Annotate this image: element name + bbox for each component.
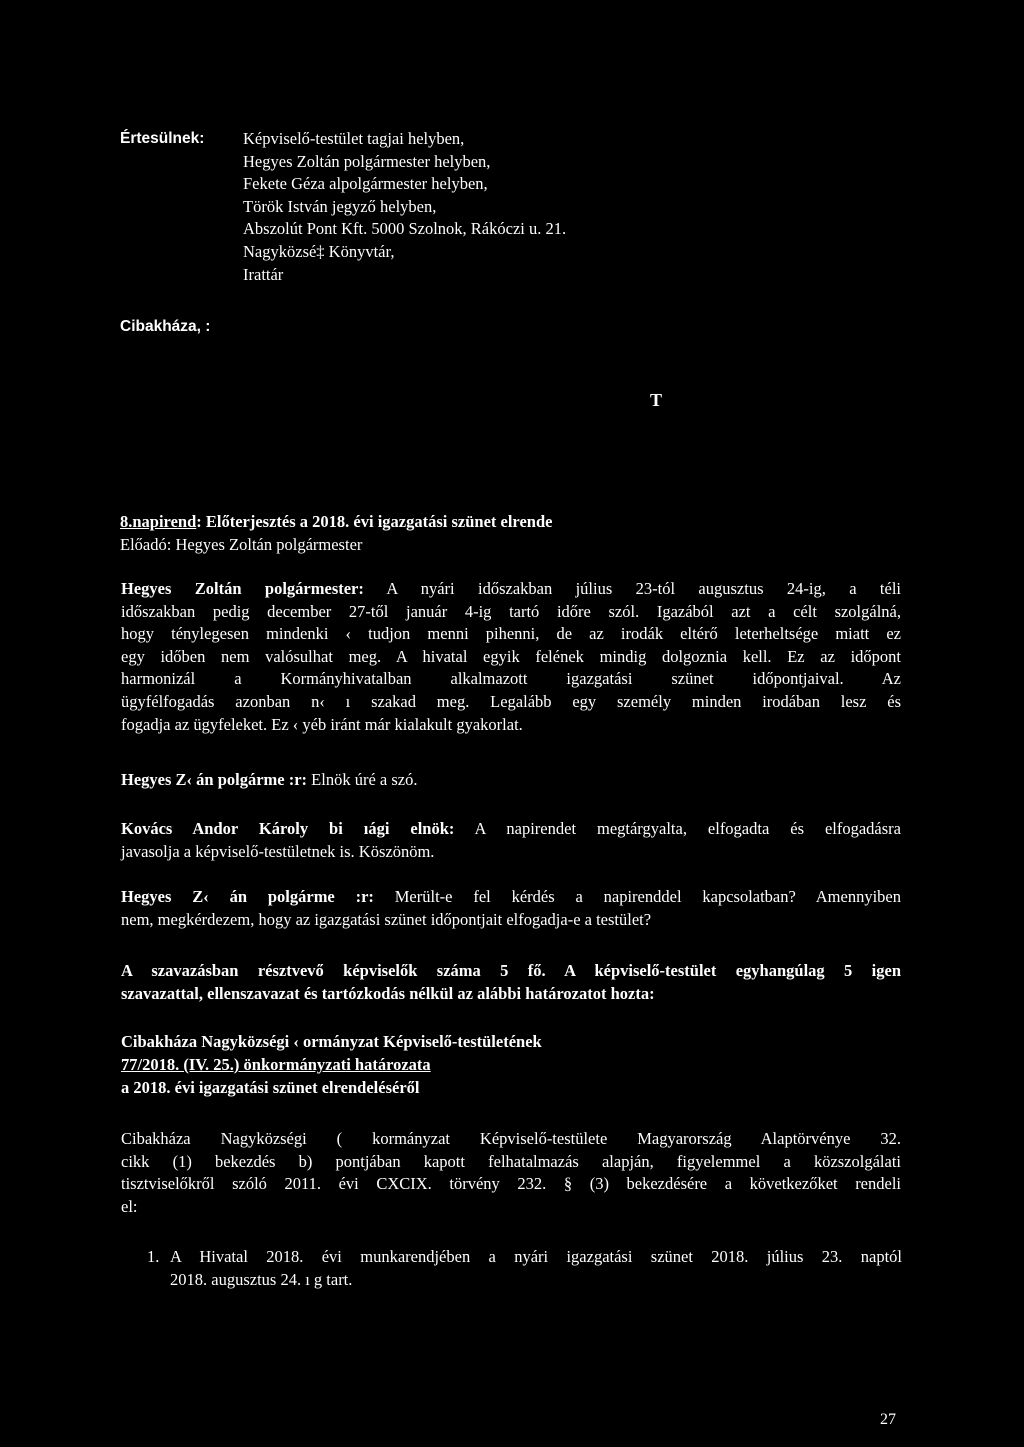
- recipient-item: Irattár: [243, 264, 284, 284]
- paragraph-committee-chair: [121, 818, 901, 863]
- paragraph-line: A Hivatal 2018. évi munkarendjében a nyári igazgatási szünet 2018. július 23. naptól: [170, 1247, 902, 1266]
- place-date: Cibakháza, :: [120, 318, 211, 335]
- resolution-body: [121, 1128, 901, 1218]
- paragraph-line: Merült-e fel kérdés a napirenddel kapcsolatban? Amennyiben: [373, 887, 901, 906]
- recipient-item: Fekete Géza alpolgármester helyben,: [243, 174, 488, 194]
- speaker-name: Hegyes Zoltán polgármester:: [121, 579, 364, 598]
- page-number: 27: [880, 1411, 896, 1428]
- recipient-item: Képviselő-testület tagjai helyben,: [243, 129, 465, 148]
- paragraph-line: fogadja az ügyfeleket. Ez ‹ yéb iránt már kialakult gyakorlat.: [121, 714, 523, 734]
- paragraph-line: 2018. augusztus 24. ı g tart.: [170, 1269, 353, 1289]
- paragraph-line: javasolja a képviselő-testületnek is. Köszönöm.: [121, 841, 435, 861]
- list-item-number: 1.: [147, 1247, 160, 1266]
- speaker-name: Hegyes Z‹ án polgárme :r:: [121, 887, 374, 906]
- paragraph-line: tisztviselőkről szóló 2011. évi CXCIX. törvény 232. § (3) bekezdésére a következőket rendeli: [121, 1174, 901, 1194]
- paragraph-line: hogy ténylegesen mindenki ‹ tudjon menni pihenni, de az irodák eltérő leterheltsége miatt ez: [121, 624, 901, 644]
- paragraph-text: Elnök úré a szó.: [307, 770, 418, 789]
- paragraph-mayor-3: [121, 886, 901, 931]
- paragraph-mayor-1: [121, 578, 901, 736]
- paragraph-line: egy időben nem valósulhat meg. A hivatal egyik felének mindig dolgoznia kell. Ez az időpont: [121, 646, 901, 666]
- paragraph-line: el:: [121, 1196, 138, 1216]
- paragraph-line: A napirendet megtárgyalta, elfogadta és elfogadásra: [454, 819, 901, 838]
- paragraph-line: harmonizál a Kormányhivatalban alkalmazott igazgatási szünet időpontjaival. Az: [121, 669, 901, 689]
- paragraph-line: ügyfélfogadás azonban n‹ ı szakad meg. Legalább egy személy minden irodában lesz és: [121, 691, 901, 711]
- resolution-body-name: Cibakháza Nagyközségi ‹ ormányzat Képviselő-testületének: [121, 1032, 542, 1051]
- speaker-name: Kovács Andor Károly bi ıági elnök:: [121, 819, 455, 838]
- agenda-heading: [120, 511, 552, 533]
- paragraph-line: A nyári időszakban július 23-tól augusztus 24-ig, a téli: [363, 579, 901, 598]
- title-fragment: T: [650, 390, 663, 410]
- vote-line: A szavazásban résztvevő képviselők száma 5 fő. A képviselő-testület egyhangúlag 5 igen: [121, 961, 901, 980]
- resolution-subject: a 2018. évi igazgatási szünet elrendeléséről: [121, 1078, 420, 1097]
- recipients-list: [243, 128, 566, 286]
- paragraph-line: cikk (1) bekezdés b) pontjában kapott felhatalmazás alapján, figyelemmel a közszolgálati: [121, 1151, 901, 1171]
- paragraph-line: Cibakháza Nagyközségi ( kormányzat Képviselő-testülete Magyarország Alaptörvénye 32.: [121, 1129, 901, 1148]
- list-item-text: [170, 1246, 902, 1291]
- recipient-item: Abszolút Pont Kft. 5000 Szolnok, Rákóczi u. 21.: [243, 219, 567, 239]
- paragraph-line: nem, megkérdezem, hogy az igazgatási szünet időpontjait elfogadja-e a testület?: [121, 909, 652, 929]
- recipients-label: Értesülnek:: [120, 130, 205, 147]
- recipient-item: Hegyes Zoltán polgármester helyben,: [243, 151, 491, 171]
- agenda-number: 8.napirend: [120, 512, 197, 531]
- resolution-number: 77/2018. (IV. 25.) önkormányzati határozata: [121, 1055, 431, 1074]
- speaker-name: Hegyes Z‹ án polgárme :r:: [121, 770, 308, 789]
- paragraph-line: időszakban pedig december 27-től január 4-ig tartó időre szól. Igazából azt a célt szolgálná,: [121, 601, 901, 621]
- agenda-title: : Előterjesztés a 2018. évi igazgatási szünet elrende: [196, 512, 553, 531]
- recipient-item: Nagyközsé‡ Könyvtár,: [243, 241, 395, 261]
- recipient-item: Török István jegyző helyben,: [243, 196, 437, 216]
- paragraph-mayor-2: [121, 769, 417, 791]
- vote-line: szavazattal, ellenszavazat és tartózkodás nélkül az alábbi határozatot hozta:: [121, 983, 655, 1003]
- vote-result: [121, 960, 901, 1005]
- agenda-presenter: Előadó: Hegyes Zoltán polgármester: [120, 535, 363, 554]
